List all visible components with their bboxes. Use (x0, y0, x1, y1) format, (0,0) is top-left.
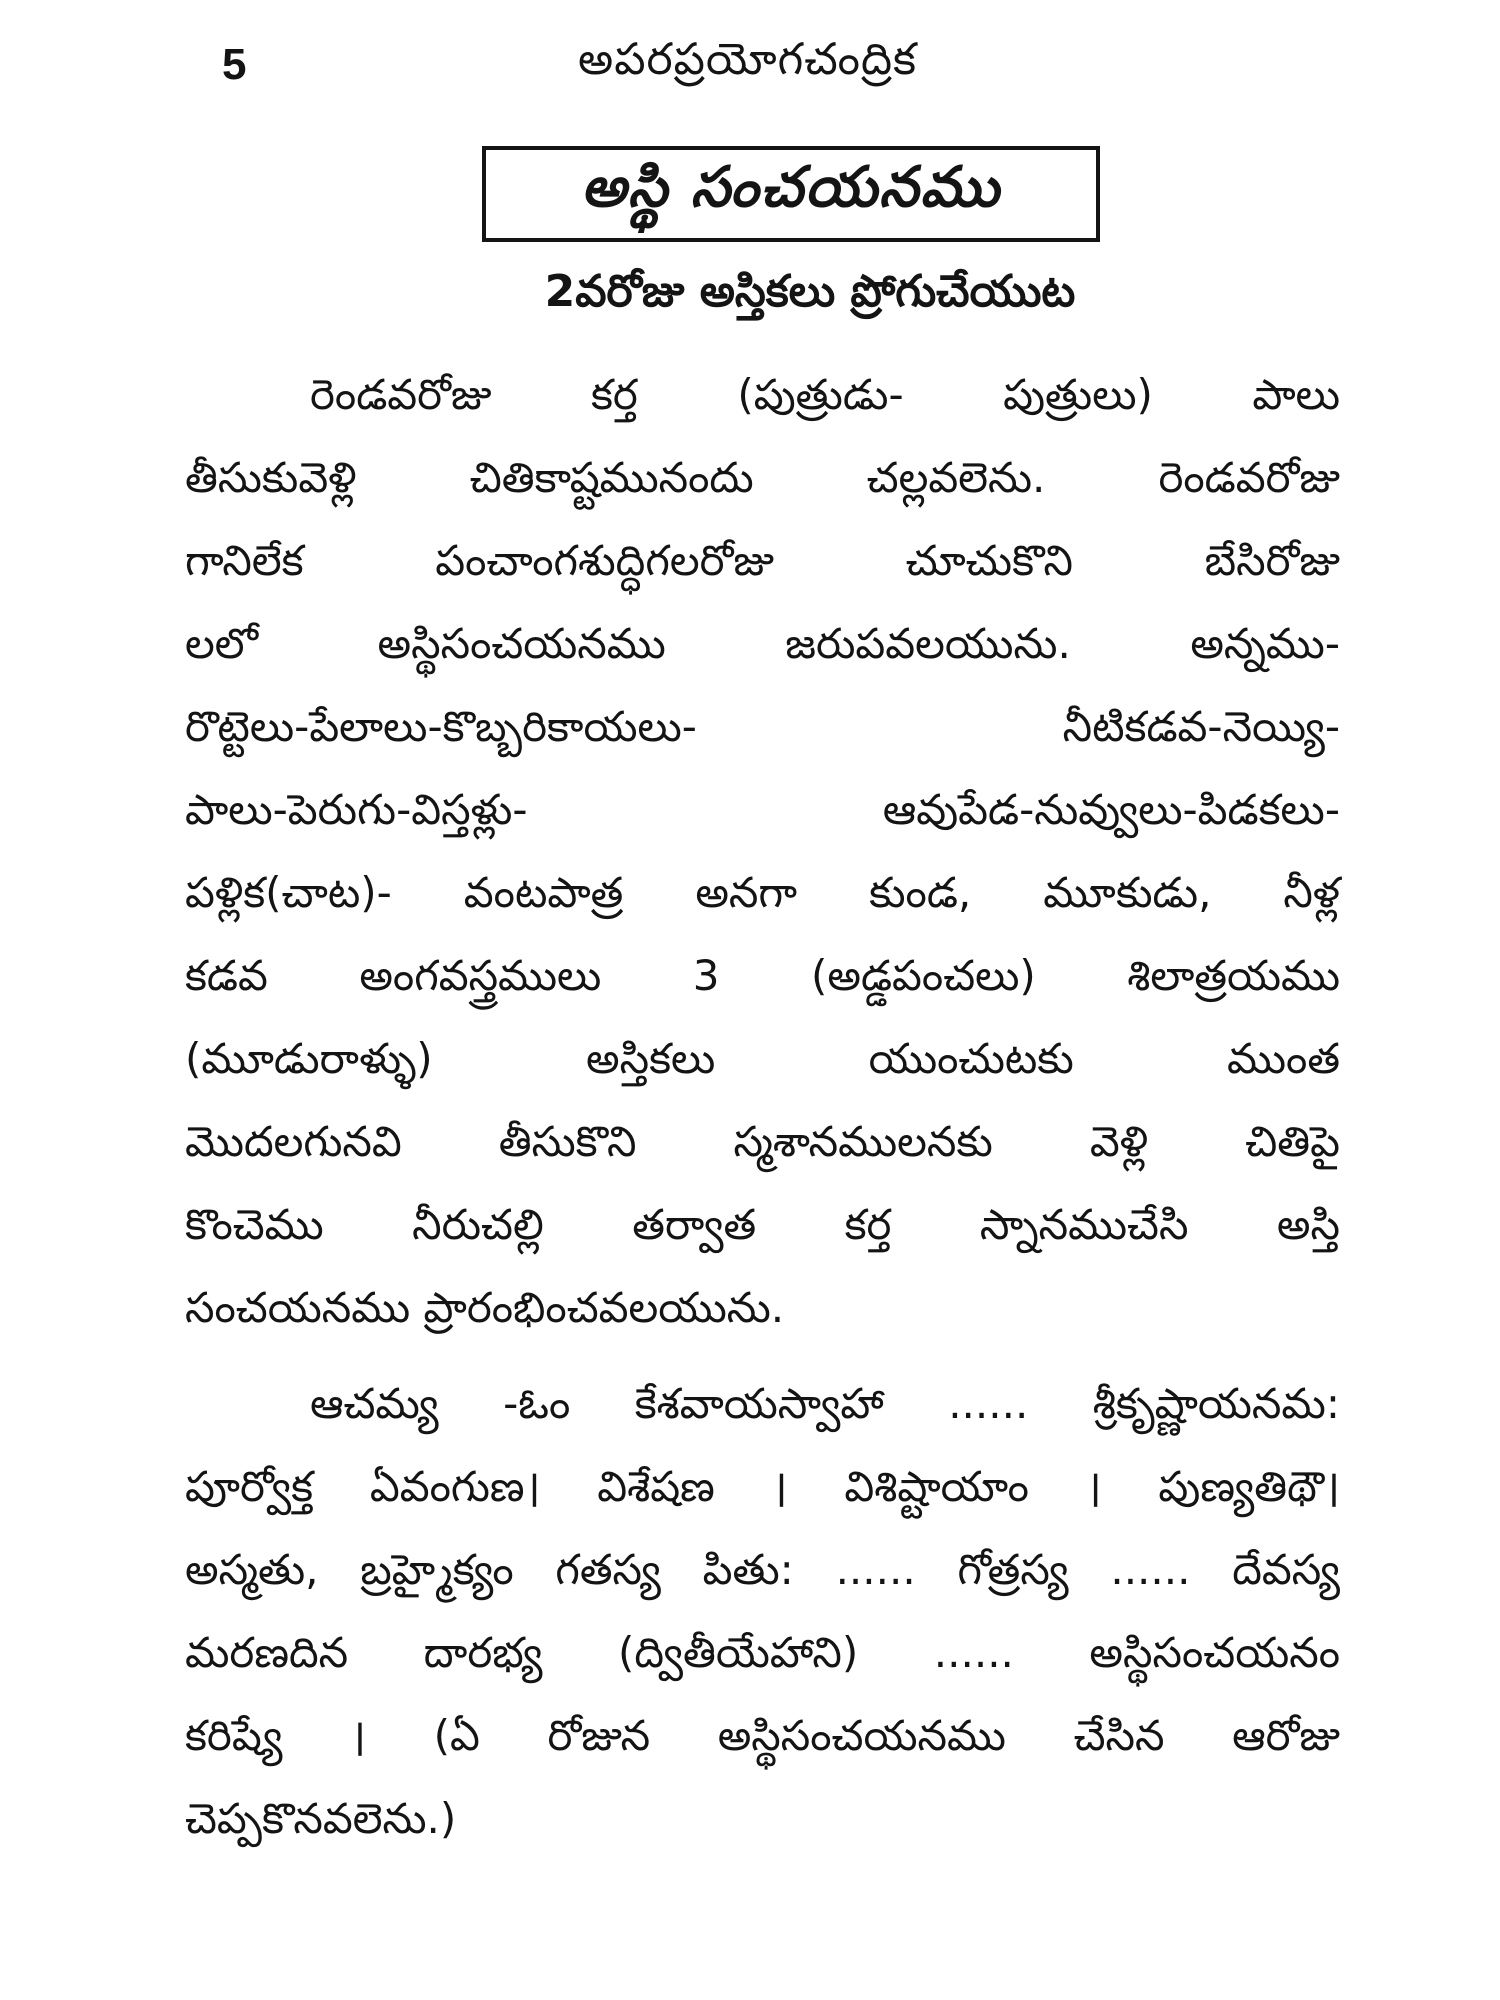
paragraph-line: తీసుకువెళ్లి చితికాష్టమునందు చల్లవలెను. రెండవరోజు (185, 453, 1340, 502)
paragraph-line: లలో అస్థిసంచయనము జరుపవలయును. అన్నము- (185, 619, 1340, 668)
section-title: అస్థి సంచయనము (581, 154, 1001, 220)
paragraph-line: గానిలేక పంచాంగశుద్ధిగలరోజు చూచుకొని బేసిరోజు (185, 536, 1340, 585)
paragraph-line: కరిష్యే । (ఏ రోజున అస్థిసంచయనము చేసిన ఆరోజు (185, 1711, 1340, 1760)
paragraph-line: మరణదిన దారభ్య (ద్వితీయేహాని) ...... అస్థిసంచయనం (185, 1628, 1340, 1677)
section-subtitle: 2వరోజు అస్తికలు ప్రోగుచేయుట (544, 266, 1076, 317)
paragraph-line: పళ్లిక(చాట)- వంటపాత్ర అనగా కుండ, మూకుడు, నీళ్ల (185, 868, 1340, 917)
paragraph-line: కడవ అంగవస్త్రములు 3 (అడ్డపంచలు) శిలాత్రయము (185, 951, 1340, 1000)
paragraph-line: మొదలగునవి తీసుకొని స్మశానములనకు వెళ్లి చితిపై (185, 1117, 1340, 1166)
page-number: 5 (222, 40, 247, 89)
paragraph-line: సంచయనము ప్రారంభించవలయును. (185, 1283, 785, 1332)
paragraph-line: అస్మతు, బ్రహ్మైక్యం గతస్య పితు: ...... గోత్రస్య ...... దేవస్య (185, 1545, 1340, 1594)
paragraph-line: పాలు-పెరుగు-విస్తళ్లు- ఆవుపేడ-నువ్వులు-పిడకలు- (185, 785, 1340, 834)
paragraph-line: పూర్వోక్త ఏవంగుణ। విశేషణ । విశిష్టాయాం । పుణ్యతిథౌ। (185, 1462, 1340, 1511)
paragraph-line: ఆచమ్య -ఓం కేశవాయస్వాహా ...... శ్రీకృష్ణాయనమ: (310, 1379, 1340, 1428)
paragraph-line: రొట్టెలు-పేలాలు-కొబ్బరికాయలు- నీటికడవ-నెయ్యి- (185, 702, 1340, 751)
paragraph-line: కొంచెము నీరుచల్లి తర్వాత కర్త స్నానముచేసి అస్తి (185, 1200, 1340, 1249)
section-title-box (482, 146, 1100, 242)
paragraph-line: (మూడురాళ్ళు) అస్తికలు యుంచుటకు ముంత (185, 1034, 1340, 1083)
section-subtitle-row (0, 266, 1500, 328)
paragraph-line: రెండవరోజు కర్త (పుత్రుడు- పుత్రులు) పాలు (310, 370, 1340, 419)
running-title: అపరప్రయోగచంద్రిక (578, 34, 917, 85)
paragraph-line: చెప్పకొనవలెను.) (185, 1794, 457, 1843)
